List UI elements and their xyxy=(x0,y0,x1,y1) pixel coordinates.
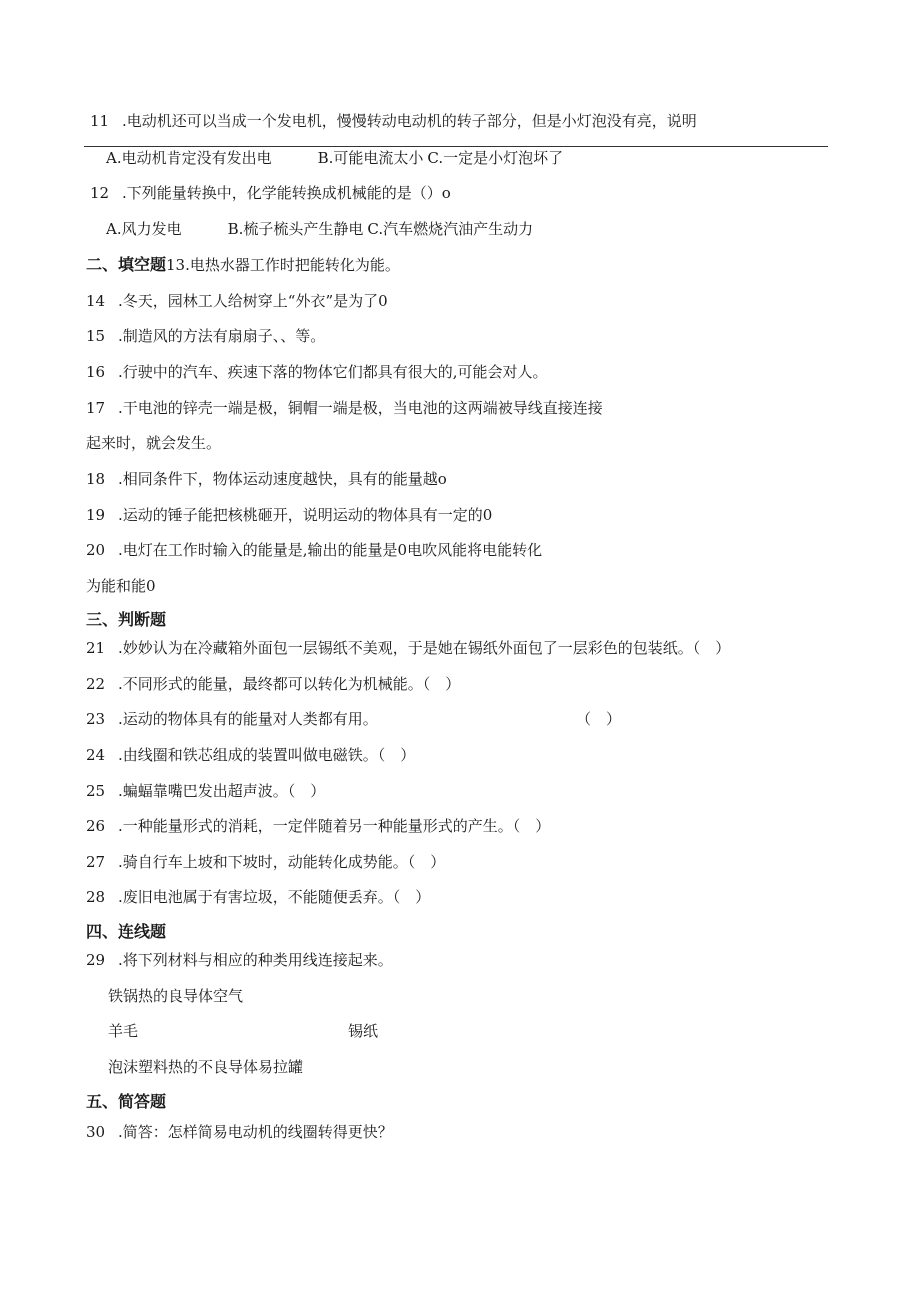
question-27 xyxy=(86,852,445,872)
question-text: .蝙蝠靠嘴巴发出超声波。（ ） xyxy=(118,782,326,800)
option-c: C.汽车燃烧汽油产生动力 xyxy=(367,220,534,238)
question-number: 21 xyxy=(86,639,106,657)
question-number: 16 xyxy=(86,363,106,381)
question-number: 25 xyxy=(86,782,106,800)
question-number: 14 xyxy=(86,292,106,310)
question-26 xyxy=(86,816,550,836)
question-number: 26 xyxy=(86,817,106,835)
option-b: B.可能电流太小 xyxy=(317,149,424,167)
question-number: 29 xyxy=(86,951,106,969)
question-18 xyxy=(86,469,447,489)
matching-row-1: 铁锅热的良导体空气 xyxy=(108,987,244,1005)
question-number: 22 xyxy=(86,675,106,693)
question-number: 20 xyxy=(86,541,106,559)
question-text: .电动机还可以当成一个发电机，慢慢转动电动机的转子部分，但是小灯泡没有亮，说明 xyxy=(122,112,697,130)
question-text: .制造风的方法有扇扇子、、等。 xyxy=(118,327,326,345)
question-text: .行驶中的汽车、疾速下落的物体它们都具有很大的,可能会对人。 xyxy=(118,363,548,381)
question-11 xyxy=(90,111,697,131)
question-number: 18 xyxy=(86,470,106,488)
question-text: .冬天，园林工人给树穿上“外衣”是为了0 xyxy=(118,292,388,310)
option-b: B.梳子梳头产生静电 xyxy=(227,220,364,238)
question-text: .运动的锤子能把核桃砸开，说明运动的物体具有一定的0 xyxy=(118,506,493,524)
question-17 xyxy=(86,398,603,418)
question-20 xyxy=(86,540,542,560)
question-24 xyxy=(86,745,415,765)
question-number: 17 xyxy=(86,399,106,417)
question-11-options xyxy=(106,148,563,168)
question-text: .不同形式的能量，最终都可以转化为机械能。（ ） xyxy=(118,675,461,693)
option-c: C.一定是小灯泡坏了 xyxy=(427,149,564,167)
question-number: 23 xyxy=(86,710,106,728)
question-20-continued: 为能和能0 xyxy=(86,577,156,595)
question-22 xyxy=(86,674,460,694)
question-number: 19 xyxy=(86,506,106,524)
answer-underline xyxy=(84,146,828,147)
question-number: 24 xyxy=(86,746,106,764)
question-15 xyxy=(86,326,325,346)
question-12-options xyxy=(106,219,533,239)
question-text: .将下列材料与相应的种类用线连接起来。 xyxy=(118,951,393,969)
question-text: .一种能量形式的消耗，一定伴随着另一种能量形式的产生。（ ） xyxy=(118,817,551,835)
question-text: .下列能量转换中，化学能转换成机械能的是（）o xyxy=(122,184,451,202)
question-30 xyxy=(86,1122,393,1142)
question-text: .干电池的锌壳一端是极，铜帽一端是极，当电池的这两端被导线直接连接 xyxy=(118,399,603,417)
matching-row-2-right: 锡纸 xyxy=(348,1022,379,1040)
question-number: 27 xyxy=(86,853,106,871)
question-text: .运动的物体具有的能量对人类都有用。 xyxy=(118,710,378,728)
question-number: 12 xyxy=(90,184,110,202)
question-text: .相同条件下，物体运动速度越快，具有的能量越o xyxy=(118,470,447,488)
question-13: 13.电热水器工作时把能转化为能。 xyxy=(166,256,400,274)
question-text: .由线圈和铁芯组成的装置叫做电磁铁。（ ） xyxy=(118,746,416,764)
section-4-title: 四、连线题 xyxy=(86,922,167,941)
question-23 xyxy=(86,709,378,729)
question-16 xyxy=(86,362,548,382)
question-19 xyxy=(86,505,492,525)
question-text: .妙妙认为在冷藏箱外面包一层锡纸不美观，于是她在锡纸外面包了一层彩色的包装纸。（ ） xyxy=(118,639,731,657)
question-17-continued: 起来时，就会发生。 xyxy=(86,434,222,452)
matching-row-2-left: 羊毛 xyxy=(108,1022,139,1040)
section-title: 二、填空题 xyxy=(86,255,167,274)
question-28 xyxy=(86,887,430,907)
question-14 xyxy=(86,291,388,311)
matching-row-3: 泡沫塑料热的不良导体易拉罐 xyxy=(108,1058,304,1076)
question-number: 30 xyxy=(86,1123,106,1141)
question-text: .骑自行车上坡和下坡时，动能转化成势能。（ ） xyxy=(118,853,446,871)
option-a: A.风力发电 xyxy=(106,220,182,238)
question-number: 11 xyxy=(90,112,110,130)
question-29 xyxy=(86,950,393,970)
section-5-title: 五、简答题 xyxy=(86,1092,167,1111)
question-text: .废旧电池属于有害垃圾，不能随便丢弃。（ ） xyxy=(118,888,431,906)
option-a: A.电动机肯定没有发出电 xyxy=(106,149,272,167)
question-21 xyxy=(86,638,730,658)
answer-parentheses: （ ） xyxy=(576,710,622,728)
section-2-line xyxy=(86,255,400,275)
question-text: .简答：怎样简易电动机的线圈转得更快？ xyxy=(118,1123,393,1141)
question-number: 15 xyxy=(86,327,106,345)
question-25 xyxy=(86,781,325,801)
section-3-title: 三、判断题 xyxy=(86,610,167,629)
question-number: 28 xyxy=(86,888,106,906)
question-text: .电灯在工作时输入的能量是,输出的能量是0电吹风能将电能转化 xyxy=(118,541,543,559)
question-12 xyxy=(90,183,451,203)
